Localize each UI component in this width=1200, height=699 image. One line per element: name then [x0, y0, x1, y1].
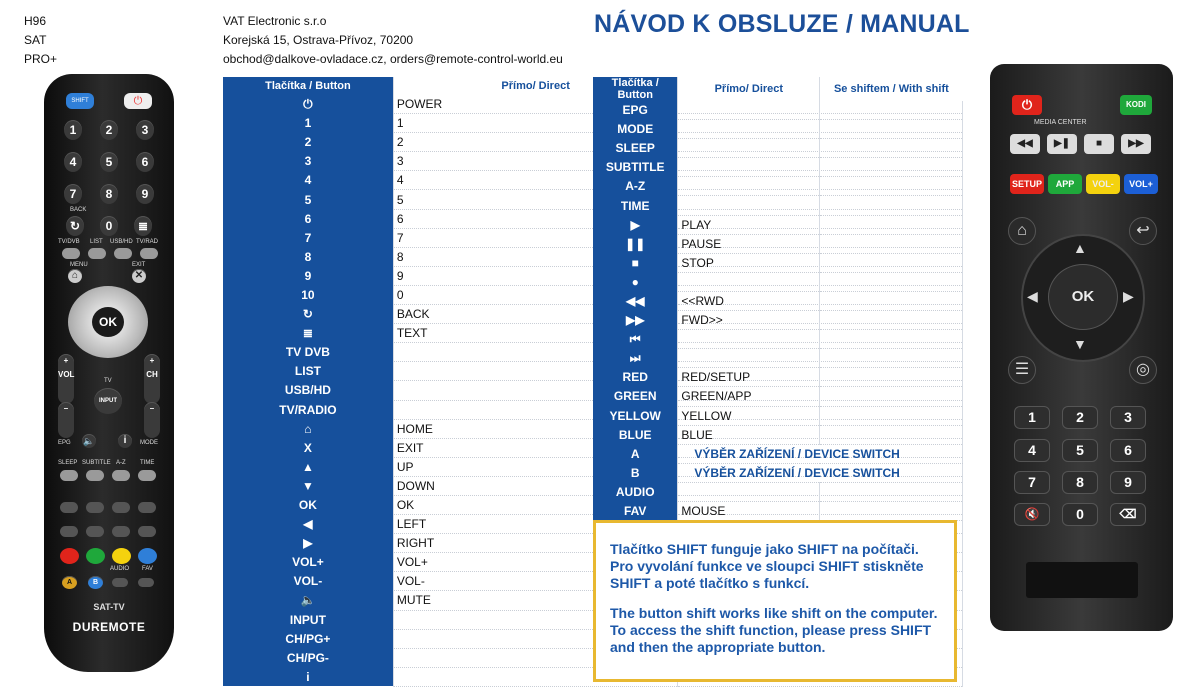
direct-cell: GREEN/APP — [678, 387, 820, 406]
direct-cell — [678, 139, 820, 158]
direct-cell — [678, 196, 820, 215]
digit-button[interactable]: 8 — [100, 184, 118, 204]
button-cell: USB/HD — [223, 381, 393, 400]
button-cell: FAV — [593, 501, 678, 520]
button-cell: 1 — [223, 114, 393, 133]
play-pause-button[interactable] — [1047, 134, 1077, 154]
device-switch-cell: VÝBĚR ZAŘÍZENÍ / DEVICE SWITCH — [678, 444, 963, 463]
button-cell: ▶ — [593, 215, 678, 234]
yellow-button[interactable] — [112, 548, 131, 564]
direct-cell: 5 — [393, 190, 678, 209]
exit-button[interactable] — [132, 269, 146, 283]
table-row — [593, 101, 963, 120]
shift-cell — [820, 425, 963, 444]
left-arrow-icon[interactable]: ◀ — [1027, 288, 1038, 304]
digit-button[interactable]: 3 — [136, 120, 154, 140]
direct-cell: STOP — [678, 253, 820, 272]
direct-cell: PAUSE — [678, 234, 820, 253]
button-cell: ⏭ — [593, 349, 678, 368]
button-cell: 2 — [223, 133, 393, 152]
direct-cell: <<RWD — [678, 291, 820, 310]
direct-cell: 8 — [393, 247, 678, 266]
direct-cell: MOUSE — [678, 501, 820, 520]
vol-label: VOL — [58, 370, 75, 379]
shift-cell — [820, 253, 963, 272]
tv-radio-label: TV/RAD — [136, 239, 159, 245]
button-cell: MODE — [593, 120, 678, 139]
direct-cell: HOME — [393, 419, 678, 438]
digit-button[interactable]: 1 — [1014, 406, 1050, 429]
direct-cell: 9 — [393, 266, 678, 285]
blue-button[interactable] — [138, 548, 157, 564]
table-row — [593, 120, 963, 139]
digit-button[interactable]: 2 — [1062, 406, 1098, 429]
green-button[interactable] — [86, 548, 105, 564]
stop-icon: ■ — [1095, 138, 1103, 149]
model-list — [24, 12, 57, 69]
ch-down-button[interactable]: – — [144, 402, 160, 438]
info-button[interactable] — [118, 434, 132, 448]
up-arrow-icon[interactable]: ▲ — [1073, 240, 1087, 256]
direct-cell: RIGHT — [393, 534, 678, 553]
shift-info-box — [593, 520, 957, 682]
digit-button[interactable]: 4 — [64, 152, 82, 172]
shift-cell — [820, 158, 963, 177]
button-cell: 4 — [223, 171, 393, 190]
button-cell: 7 — [223, 228, 393, 247]
table-row — [593, 425, 963, 444]
shift-cell — [820, 215, 963, 234]
mute-icon: 🔈 — [83, 436, 95, 446]
button-cell: LIST — [223, 362, 393, 381]
time-label: TIME — [140, 460, 155, 466]
shift-cell — [820, 406, 963, 425]
button-cell: RED — [593, 368, 678, 387]
direct-cell: LEFT — [393, 515, 678, 534]
shift-info-en: The button shift works like shift on the computer. To access the shift function, please press SHIFT and then the appropriate button. — [610, 605, 938, 655]
digit-button[interactable]: 7 — [1014, 471, 1050, 494]
backspace-icon: ⌫ — [1119, 507, 1137, 521]
button-cell: CH/PG- — [223, 648, 393, 667]
vol-down-button[interactable]: – — [58, 402, 74, 438]
forward-button[interactable] — [1121, 134, 1151, 154]
b-button[interactable]: B — [88, 576, 103, 589]
button-cell: ❚❚ — [593, 234, 678, 253]
epg-label: EPG — [58, 440, 71, 446]
table-row — [593, 349, 963, 368]
button-cell: TV/RADIO — [223, 400, 393, 419]
button-cell: ⏮ — [593, 330, 678, 349]
direct-cell: MUTE — [393, 591, 678, 610]
play-pause-icon: ▶❚ — [1053, 138, 1071, 149]
button-cell: SLEEP — [593, 139, 678, 158]
button-cell: 🔈 — [223, 591, 393, 610]
direct-cell — [678, 330, 820, 349]
tv-dvb-label: TV/DVB — [58, 239, 80, 245]
direct-cell: 0 — [393, 285, 678, 304]
direct-cell: 7 — [393, 228, 678, 247]
direct-cell: POWER — [393, 95, 678, 114]
digit-button[interactable]: 9 — [136, 184, 154, 204]
mode-label: MODE — [140, 440, 158, 446]
button-cell: VOL+ — [223, 553, 393, 572]
pause-button[interactable] — [86, 502, 104, 513]
table-row — [593, 272, 963, 291]
direct-cell — [678, 158, 820, 177]
table-row — [593, 234, 963, 253]
shift-cell — [820, 501, 963, 520]
col-header-button: Tlačítka / Button — [593, 77, 678, 101]
digit-button[interactable]: 6 — [1110, 439, 1146, 462]
direct-cell — [678, 101, 820, 120]
button-cell: ▶▶ — [593, 311, 678, 330]
usb-hd-label: USB/HD — [110, 239, 133, 245]
power-icon: ⏻ — [1021, 97, 1033, 112]
direct-cell — [678, 120, 820, 139]
button-cell: ▲ — [223, 457, 393, 476]
direct-cell: 2 — [393, 133, 678, 152]
table-row — [593, 158, 963, 177]
mouse-button[interactable] — [1129, 356, 1157, 384]
ch-up-button[interactable]: + CH — [144, 354, 160, 404]
col-header-button: Tlačítka / Button — [223, 77, 393, 95]
direct-cell: OK — [393, 495, 678, 514]
remote-model-label: SAT-TV — [93, 602, 125, 612]
shift-cell — [820, 330, 963, 349]
model-line: PRO+ — [24, 52, 58, 66]
shift-cell — [820, 368, 963, 387]
button-cell: INPUT — [223, 610, 393, 629]
button-cell: 9 — [223, 266, 393, 285]
button-cell: X — [223, 438, 393, 457]
shift-cell — [820, 291, 963, 310]
digit-button[interactable]: 7 — [64, 184, 82, 204]
tv-label: TV — [104, 378, 112, 384]
usb-hd-button[interactable] — [114, 248, 132, 259]
shift-cell — [820, 101, 963, 120]
remote-h96 — [990, 64, 1173, 631]
direct-cell: TEXT — [393, 324, 678, 343]
menu-button[interactable] — [1008, 356, 1036, 384]
exit-label: EXIT — [132, 262, 146, 268]
digit-button[interactable]: 0 — [100, 216, 118, 236]
power-button[interactable] — [124, 93, 152, 109]
mouse-icon: ◎ — [1136, 361, 1150, 378]
power-button[interactable] — [1012, 95, 1042, 115]
button-table-right — [593, 77, 963, 521]
subtitle-button[interactable] — [86, 470, 104, 481]
model-line: SAT — [24, 33, 47, 47]
button-cell: A — [593, 444, 678, 463]
table-row — [593, 196, 963, 215]
digit-button[interactable]: 5 — [100, 152, 118, 172]
direct-cell — [678, 349, 820, 368]
brand-logo: DUREMOTE — [72, 620, 146, 634]
az-button[interactable] — [112, 470, 130, 481]
button-cell: AUDIO — [593, 482, 678, 501]
button-cell: OK — [223, 495, 393, 514]
direct-cell: DOWN — [393, 476, 678, 495]
list-label: LIST — [90, 239, 103, 245]
ir-window — [1026, 562, 1138, 598]
col-header-shift: Se shiftem / With shift — [820, 77, 963, 101]
device-switch-cell: VÝBĚR ZAŘÍZENÍ / DEVICE SWITCH — [678, 463, 963, 482]
company-address: Korejská 15, Ostrava-Přívoz, 70200 — [223, 33, 414, 47]
shift-cell — [820, 139, 963, 158]
table-row — [593, 482, 963, 501]
shift-cell — [820, 349, 963, 368]
az-label: A-Z — [116, 460, 126, 466]
button-cell: ⌂ — [223, 419, 393, 438]
ok-button[interactable]: OK — [1048, 264, 1118, 330]
table-row — [593, 139, 963, 158]
shift-cell — [820, 482, 963, 501]
table-row — [593, 387, 963, 406]
direct-cell: 6 — [393, 209, 678, 228]
back-label: BACK — [70, 207, 87, 213]
time-button[interactable] — [138, 470, 156, 481]
direct-cell: RED/SETUP — [678, 368, 820, 387]
back-button[interactable] — [1129, 217, 1157, 245]
list-button[interactable] — [88, 248, 106, 259]
shift-cell — [820, 196, 963, 215]
fav-button[interactable] — [138, 578, 154, 587]
next-button[interactable] — [138, 526, 156, 537]
button-cell: TIME — [593, 196, 678, 215]
direct-cell: VOL+ — [393, 553, 678, 572]
button-cell: ↻ — [223, 305, 393, 324]
stop-button[interactable] — [112, 502, 130, 513]
direct-cell — [678, 272, 820, 291]
direct-cell: FWD>> — [678, 311, 820, 330]
vol-down-button[interactable]: VOL- — [1086, 174, 1120, 194]
delete-button[interactable] — [1110, 503, 1146, 526]
col-header-direct: Přímo/ Direct — [678, 77, 820, 101]
subtitle-label: SUBTITLE — [82, 460, 111, 466]
menu-icon: ☰ — [1014, 361, 1030, 378]
table-row — [593, 444, 963, 463]
direct-cell — [678, 482, 820, 501]
down-arrow-icon[interactable]: ▼ — [1073, 336, 1087, 352]
home-button[interactable] — [68, 269, 82, 283]
table-header — [593, 77, 963, 101]
rewind-button[interactable] — [60, 526, 78, 537]
table-row — [593, 311, 963, 330]
back-icon: ↻ — [69, 219, 81, 233]
company-name: VAT Electronic s.r.o — [223, 14, 327, 28]
shift-info-cz: Tlačítko SHIFT funguje jako SHIFT na počítači. Pro vyvolání funkce ve sloupci SHIFT stiskněte SHIFT a poté tlačítko s funkcí. — [610, 541, 924, 591]
table-row — [593, 406, 963, 425]
right-arrow-icon[interactable]: ▶ — [1123, 288, 1134, 304]
power-icon: ⏻ — [133, 95, 143, 107]
fav-label: FAV — [142, 566, 153, 572]
digit-button[interactable]: 2 — [100, 120, 118, 140]
button-cell: A-Z — [593, 177, 678, 196]
record-button[interactable] — [138, 502, 156, 513]
shift-cell — [820, 387, 963, 406]
button-cell: YELLOW — [593, 406, 678, 425]
table-row — [593, 463, 963, 482]
company-info — [223, 12, 563, 69]
table-row — [593, 330, 963, 349]
shift-cell — [820, 234, 963, 253]
button-cell: ◀ — [223, 515, 393, 534]
company-emails: obchod@dalkove-ovladace.cz, orders@remote-control-world.eu — [223, 52, 563, 66]
button-cell: 10 — [223, 285, 393, 304]
prev-button[interactable] — [112, 526, 130, 537]
ok-button[interactable]: OK — [92, 307, 124, 337]
button-cell: ● — [593, 272, 678, 291]
digit-button[interactable]: 1 — [64, 120, 82, 140]
ch-label: CH — [146, 370, 158, 379]
menu-label: MENU — [70, 262, 88, 268]
close-icon: ✕ — [134, 270, 144, 281]
button-cell: 5 — [223, 190, 393, 209]
table-row — [593, 215, 963, 234]
sleep-label: SLEEP — [58, 460, 78, 466]
forward-button[interactable] — [86, 526, 104, 537]
shift-cell — [820, 311, 963, 330]
col-header-direct: Přímo/ Direct — [393, 77, 678, 95]
forward-icon: ▶▶ — [1128, 138, 1144, 149]
button-cell: ≣ — [223, 324, 393, 343]
audio-button[interactable] — [112, 578, 128, 587]
button-cell: 3 — [223, 152, 393, 171]
home-icon: ⌂ — [71, 270, 79, 281]
button-cell: BLUE — [593, 425, 678, 444]
model-line: H96 — [24, 14, 47, 28]
digit-button[interactable]: 9 — [1110, 471, 1146, 494]
sleep-button[interactable] — [60, 470, 78, 481]
shift-cell — [820, 120, 963, 139]
play-button[interactable] — [60, 502, 78, 513]
back-icon: ↩ — [1136, 222, 1150, 239]
home-icon: ⌂ — [1017, 222, 1027, 239]
stop-button[interactable] — [1084, 134, 1114, 154]
button-cell: TV DVB — [223, 343, 393, 362]
button-cell: 8 — [223, 247, 393, 266]
table-row — [593, 501, 963, 520]
table-row — [593, 177, 963, 196]
button-cell: VOL- — [223, 572, 393, 591]
direct-cell: BLUE — [678, 425, 820, 444]
dpad[interactable] — [1021, 234, 1145, 362]
button-cell: ⏻ — [223, 95, 393, 114]
direct-cell: PLAY — [678, 215, 820, 234]
mute-button[interactable] — [82, 434, 96, 448]
input-button[interactable]: INPUT — [94, 388, 122, 414]
button-cell: SUBTITLE — [593, 158, 678, 177]
kodi-button[interactable]: KODI — [1120, 95, 1152, 115]
digit-button[interactable]: 6 — [136, 152, 154, 172]
text-icon: ≣ — [137, 219, 149, 233]
button-cell: ■ — [593, 253, 678, 272]
digit-button[interactable]: 3 — [1110, 406, 1146, 429]
button-cell: EPG — [593, 101, 678, 120]
button-cell: ▼ — [223, 476, 393, 495]
direct-cell: UP — [393, 457, 678, 476]
media-center-label: MEDIA CENTER — [1034, 119, 1087, 126]
dpad[interactable] — [68, 286, 148, 358]
table-row — [593, 368, 963, 387]
text-button[interactable] — [134, 216, 152, 236]
a-button[interactable]: A — [62, 576, 77, 589]
home-button[interactable] — [1008, 217, 1036, 245]
table-row — [593, 291, 963, 310]
direct-cell — [678, 177, 820, 196]
direct-cell: BACK — [393, 305, 678, 324]
vol-up-button[interactable]: + VOL — [58, 354, 74, 404]
direct-cell: 1 — [393, 114, 678, 133]
mute-button[interactable] — [1014, 503, 1050, 526]
app-button[interactable]: APP — [1048, 174, 1082, 194]
remote-sat-tv — [44, 74, 174, 672]
button-cell: 6 — [223, 209, 393, 228]
button-cell: GREEN — [593, 387, 678, 406]
digit-button[interactable]: 5 — [1062, 439, 1098, 462]
shift-cell — [820, 177, 963, 196]
page-title: NÁVOD K OBSLUZE / MANUAL — [594, 10, 970, 38]
red-button[interactable] — [60, 548, 79, 564]
shift-cell — [820, 272, 963, 291]
mute-icon: 🔇 — [1024, 507, 1040, 521]
button-cell: ◀◀ — [593, 291, 678, 310]
rewind-icon: ◀◀ — [1017, 138, 1033, 149]
direct-cell: 4 — [393, 171, 678, 190]
rewind-button[interactable] — [1010, 134, 1040, 154]
back-button[interactable] — [66, 216, 84, 236]
tv-radio-button[interactable] — [140, 248, 158, 259]
digit-button[interactable]: 8 — [1062, 471, 1098, 494]
button-cell: i — [223, 667, 393, 686]
direct-cell: VOL- — [393, 572, 678, 591]
digit-button[interactable]: 0 — [1062, 503, 1098, 526]
shift-button[interactable]: SHIFT — [66, 93, 94, 109]
direct-cell: 3 — [393, 152, 678, 171]
info-icon: i — [123, 435, 127, 446]
setup-button[interactable]: SETUP — [1010, 174, 1044, 194]
digit-button[interactable]: 4 — [1014, 439, 1050, 462]
button-cell: CH/PG+ — [223, 629, 393, 648]
tv-dvb-button[interactable] — [62, 248, 80, 259]
button-cell: ▶ — [223, 534, 393, 553]
direct-cell: EXIT — [393, 438, 678, 457]
audio-label: AUDIO — [110, 566, 130, 572]
button-cell: B — [593, 463, 678, 482]
vol-up-button[interactable]: VOL+ — [1124, 174, 1158, 194]
table-row — [593, 253, 963, 272]
direct-cell: YELLOW — [678, 406, 820, 425]
